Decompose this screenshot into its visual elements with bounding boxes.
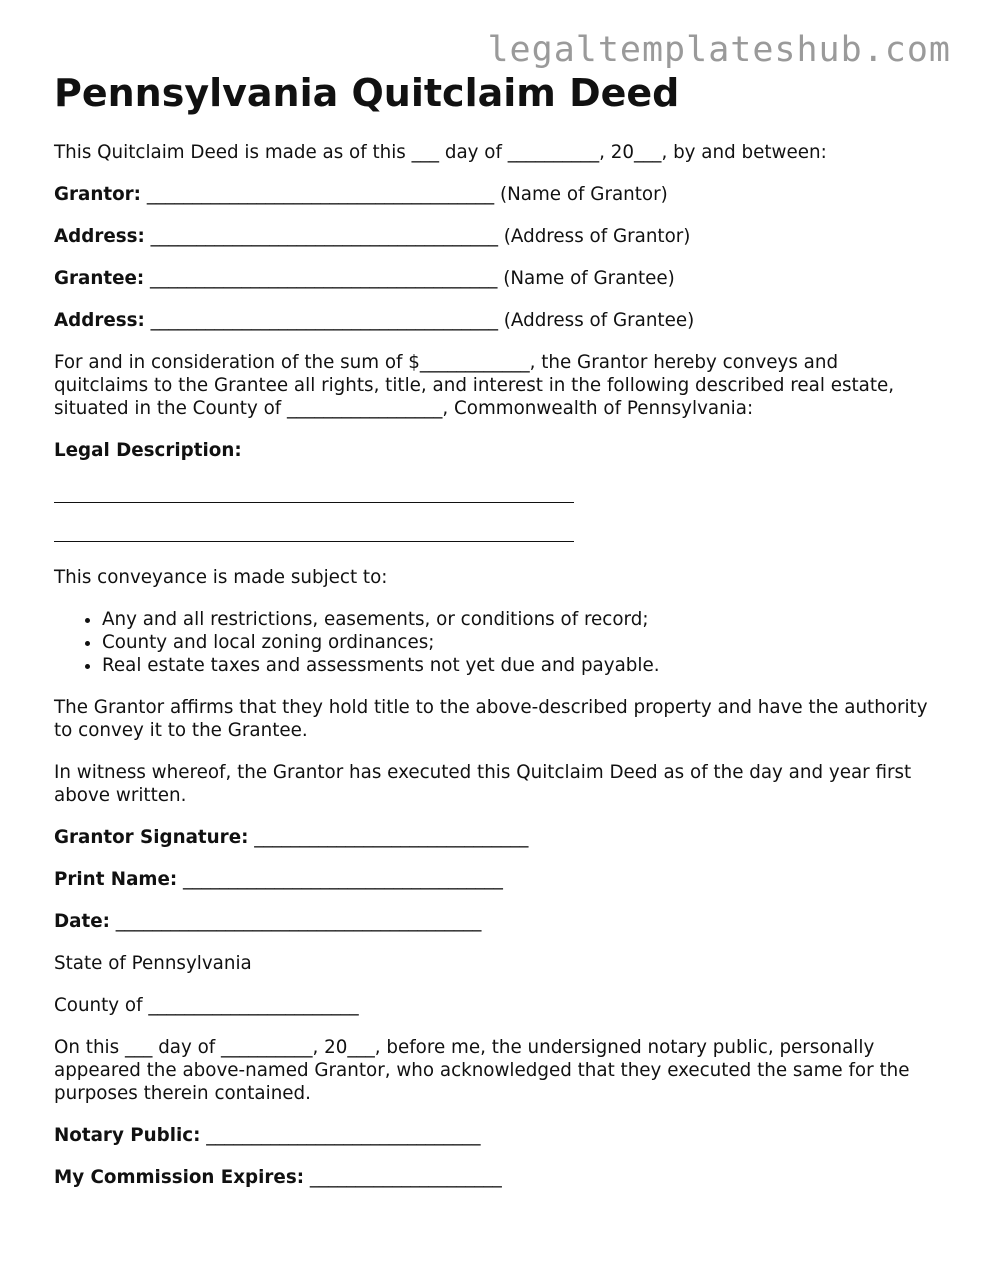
subject-intro: This conveyance is made subject to: — [54, 567, 388, 588]
legal-description-label: Legal Description: — [54, 440, 242, 461]
subject-item: • Any and all restrictions, easements, or conditions of record; — [102, 608, 934, 631]
date-label: Date: — [54, 911, 110, 932]
grantee-name-blank[interactable]: ______________________________________ — [150, 268, 498, 289]
print-name-line — [54, 868, 934, 891]
county-line: County of _______________________ — [54, 995, 359, 1016]
date-blank[interactable]: ________________________________________ — [115, 911, 482, 932]
commission-expires-label: My Commission Expires: — [54, 1167, 305, 1188]
grantor-name-line — [54, 183, 934, 206]
subject-item: • County and local zoning ordinances; — [102, 631, 934, 654]
grantor-address-note: (Address of Grantor) — [503, 226, 691, 247]
page-title: Pennsylvania Quitclaim Deed — [54, 71, 680, 115]
intro-text: This Quitclaim Deed is made as of this ___ day of __________, 20___, by and between: — [54, 142, 827, 163]
date-line — [54, 910, 934, 933]
grantor-signature-label: Grantor Signature: — [54, 827, 249, 848]
consideration-text: For and in consideration of the sum of $____________, the Grantor hereby conveys and quitclaims to the Grantee all rights, title, and interest in the following described real estate, situated in the County of _________________, Commonwealth of Pennsylvania: — [54, 352, 895, 419]
subject-list — [54, 608, 934, 677]
grantor-signature-line — [54, 826, 934, 849]
affirmation-text: The Grantor affirms that they hold title to the above-described property and have the authority to convey it to the Grantee. — [54, 697, 928, 741]
grantor-address-label: Address: — [54, 226, 145, 247]
grantor-label: Grantor: — [54, 184, 141, 205]
notary-public-line — [54, 1124, 934, 1147]
subject-item: • Real estate taxes and assessments not yet due and payable. — [102, 654, 934, 677]
grantee-label: Grantee: — [54, 268, 145, 289]
grantee-address-label: Address: — [54, 310, 145, 331]
legal-description-line-2[interactable] — [54, 541, 574, 542]
legal-description-heading — [54, 439, 934, 462]
commission-expires-line — [54, 1166, 934, 1189]
grantee-name-note: (Name of Grantee) — [503, 268, 675, 289]
grantee-name-line — [54, 267, 934, 290]
grantor-name-blank[interactable]: ______________________________________ — [146, 184, 495, 205]
grantee-address-note: (Address of Grantee) — [503, 310, 695, 331]
commission-expires-blank[interactable]: _____________________ — [309, 1167, 502, 1188]
witness-text: In witness whereof, the Grantor has executed this Quitclaim Deed as of the day and year first above written. — [54, 762, 912, 806]
grantor-name-note: (Name of Grantor) — [499, 184, 668, 205]
print-name-blank[interactable]: ___________________________________ — [183, 869, 503, 890]
state-text: State of Pennsylvania — [54, 953, 252, 974]
watermark: legaltemplateshub.com — [487, 30, 951, 70]
grantor-address-line — [54, 225, 934, 248]
grantee-address-line — [54, 309, 934, 332]
legal-description-line-1[interactable] — [54, 502, 574, 503]
notary-acknowledgment-text: On this ___ day of __________, 20___, before me, the undersigned notary public, personally appeared the above-named Grantor, who acknowledged that they executed the same for the purposes therein contained. — [54, 1037, 910, 1104]
grantor-signature-blank[interactable]: ______________________________ — [254, 827, 529, 848]
notary-public-blank[interactable]: ______________________________ — [206, 1125, 481, 1146]
grantor-address-blank[interactable]: ______________________________________ — [150, 226, 498, 247]
print-name-label: Print Name: — [54, 869, 178, 890]
notary-public-label: Notary Public: — [54, 1125, 201, 1146]
deed-document — [54, 70, 934, 1189]
grantee-address-blank[interactable]: ______________________________________ — [150, 310, 498, 331]
